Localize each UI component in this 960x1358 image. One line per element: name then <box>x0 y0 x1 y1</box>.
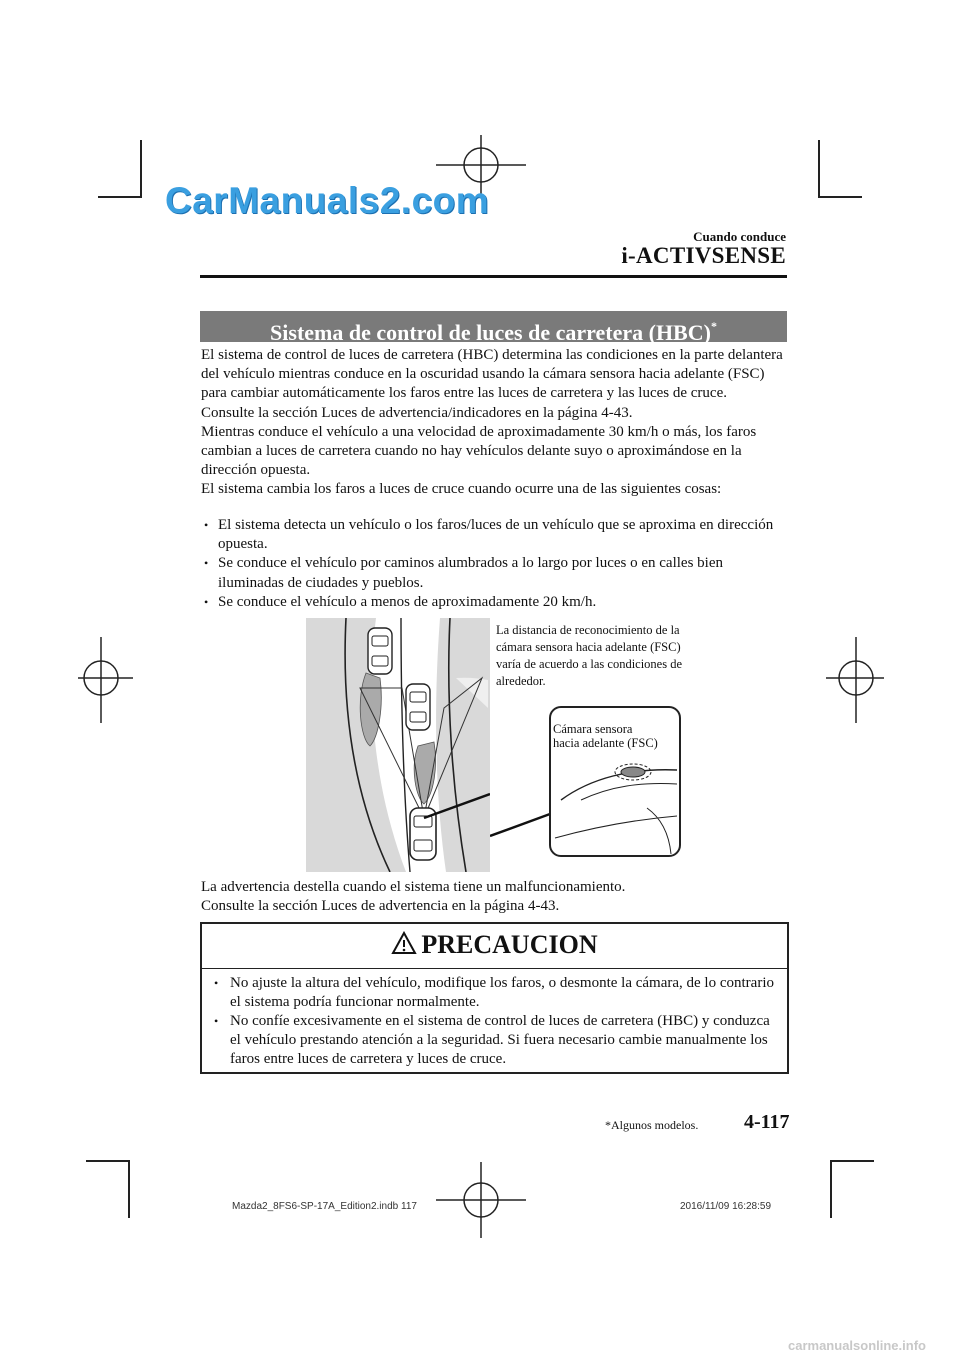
registration-mark-right <box>826 637 886 727</box>
list-item: • No ajuste la altura del vehículo, modifique los faros, o desmonte la cámara, de lo contrario el sistema podría funcionar normalmente. <box>214 975 774 1010</box>
inset-label: Cámara sensora hacia adelante (FSC) <box>553 722 658 750</box>
list-item: • Se conduce el vehículo a menos de aproximadamente 20 km/h. <box>204 593 784 612</box>
bottom-watermark: carmanualsonline.info <box>788 1338 926 1353</box>
leading-car-icon <box>406 684 430 730</box>
section-title-asterisk: * <box>710 319 717 333</box>
bullet-icon: • <box>214 976 219 990</box>
bullet-icon: • <box>204 518 209 532</box>
paragraph: Mientras conduce el vehículo a una velocidad de aproximadamente 30 km/h o más, los faros cambian a luces de carretera cuando no hay vehículos delante suyo o aproximándose en la dirección opuesta. <box>201 423 757 479</box>
road-illustration <box>306 618 490 872</box>
header-rule <box>200 275 787 278</box>
header-section: Cuando conduce <box>693 229 786 244</box>
footnote: *Algunos modelos. <box>605 1118 699 1132</box>
conditions-list <box>204 516 784 612</box>
paragraph: Consulte la sección Luces de advertencia en la página 4-43. <box>201 898 560 915</box>
header-chapter: i-ACTIVSENSE <box>621 243 786 268</box>
bullet-icon: • <box>204 594 209 609</box>
watermark-logo: CarManuals2.com <box>165 180 490 221</box>
paragraph: La advertencia destella cuando el sistema tiene un malfuncionamiento. <box>201 879 626 895</box>
malfunction-text <box>201 878 786 916</box>
caution-list <box>214 974 774 1069</box>
list-item: • Se conduce el vehículo por caminos alumbrados a lo largo por luces o en calles bien iluminadas de ciudades y pueblos. <box>204 555 723 591</box>
registration-mark-bottom <box>436 1158 526 1238</box>
paragraph: El sistema de control de luces de carretera (HBC) determina las condiciones en la parte delantera del vehículo mientras conduce en la oscuridad usando la cámara sensora hacia adelante (FSC) para cambiar automáticamente los faros entre las luces de carretera y las luces de cruce. <box>201 347 783 402</box>
list-item: • No confíe excesivamente en el sistema de control de luces de carretera (HBC) y conduzca el vehículo prestando atención a la seguridad. Si fuera necesario cambie manualmente los faros entre luces de carretera y luces de cruce. <box>214 1013 770 1067</box>
bullet-icon: • <box>214 1014 219 1028</box>
caution-title: PRECAUCION <box>421 930 598 959</box>
print-footer-timestamp: 2016/11/09 16:28:59 <box>680 1201 772 1212</box>
paragraph: El sistema cambia los faros a luces de cruce cuando ocurre una de las siguientes cosas: <box>201 481 722 498</box>
warning-triangle-icon <box>391 931 417 955</box>
road-diagram <box>306 618 490 872</box>
section-title-text: Sistema de control de luces de carretera (HBC) <box>270 320 711 345</box>
caution-header <box>200 922 789 969</box>
paragraph: Consulte la sección Luces de advertencia/indicadores en la página 4-43. <box>201 404 633 421</box>
print-footer-file: Mazda2_8FS6-SP-17A_Edition2.indb 117 <box>232 1201 417 1212</box>
list-item: • El sistema detecta un vehículo o los faros/luces de un vehículo que se aproxima en dirección opuesta. <box>204 517 774 553</box>
figure-callout: La distancia de reconocimiento de la cámara sensora hacia adelante (FSC) varía de acuerdo a las condiciones de alrededor. <box>496 623 683 688</box>
section-title <box>200 311 787 345</box>
oncoming-car-icon <box>368 628 392 674</box>
bullet-icon: • <box>204 556 209 571</box>
intro-text <box>201 346 786 500</box>
registration-mark-left <box>78 637 138 727</box>
page-number: 4-117 <box>744 1111 790 1133</box>
